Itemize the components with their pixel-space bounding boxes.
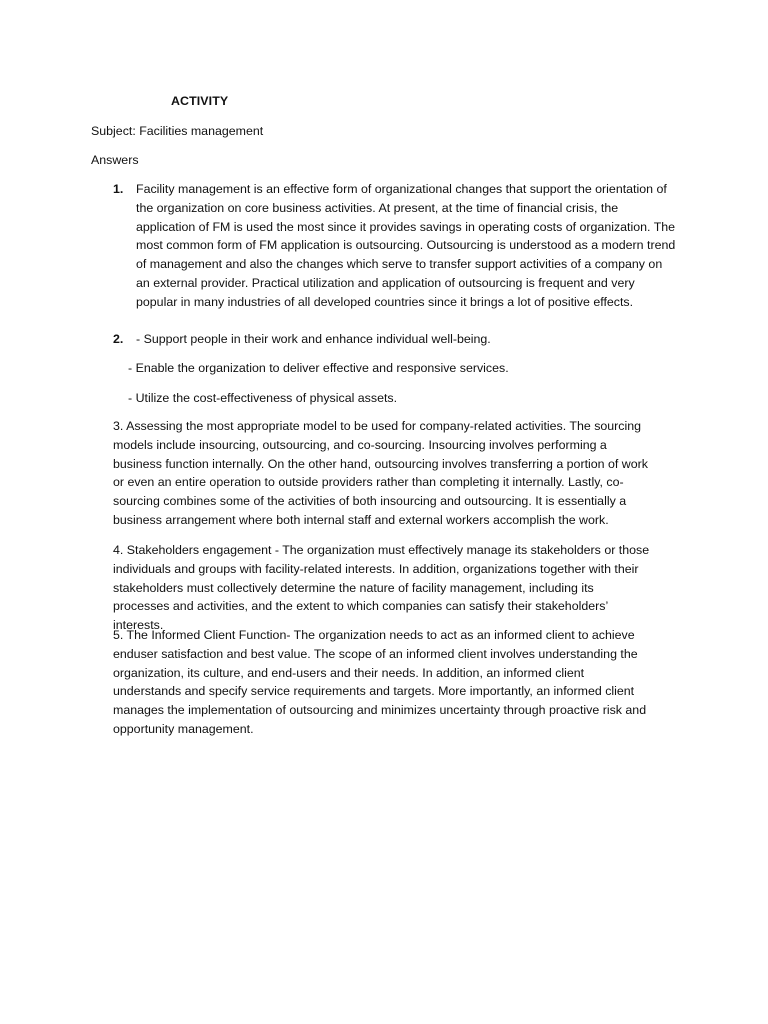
document-title: ACTIVITY [171,94,229,108]
list-item-text: - Support people in their work and enhance individual well-being. [136,332,491,346]
sub-item-text: - Enable the organization to deliver effective and responsive services. [128,361,509,375]
paragraph-5: 5. The Informed Client Function- The organization needs to act as an informed client to achieve enduser satisfaction and best value. The scope of an informed client involves understanding the organization, its culture, and end-users and their needs. In addition, an informed client understands and specify service requirements and targets. More importantly, an informed client manages the implementation of outsourcing and minimizes uncertainty through proactive risk and opportunity management. [113,628,647,736]
paragraph-3: 3. Assessing the most appropriate model to be used for company-related activities. The sourcing models include insourcing, outsourcing, and co-sourcing. Insourcing involves performing a business function internally. On the other hand, outsourcing involves transferring a portion of work or even an entire operation to outside providers rather than completing it internally. Lastly, co-sourcing combines some of the activities of both insourcing and outsourcing. It is essentially a business arrangement where both internal staff and external workers accomplish the work. [113,419,648,527]
subject-line: Subject: Facilities management [91,124,264,138]
list-item-number: 1. [113,182,124,196]
list-item-number: 2. [113,332,124,346]
paragraph-4: 4. Stakeholders engagement - The organization must effectively manage its stakeholders or those individuals and groups with facility-related interests. In addition, organizations together with their stakeholders must collectively determine the nature of facility management, including its processes and activities, and the extent to which companies can satisfy their stakeholders’ interests. [113,543,650,633]
answers-label: Answers [91,153,139,167]
list-item-text: Facility management is an effective form of organizational changes that support the orientation of the organization on core business activities. At present, at the time of financial crisis, the application of FM is used the most since it provides savings in operating costs of organization. The most common form of FM application is outsourcing. Outsourcing is understood as a modern trend of management and also the changes which serve to transfer support activities of a company on an external provider. Practical utilization and application of outsourcing is frequent and very popular in many industries of all developed countries since it brings a lot of positive effects. [136,182,676,309]
sub-item-text: - Utilize the cost-effectiveness of physical assets. [128,391,398,405]
